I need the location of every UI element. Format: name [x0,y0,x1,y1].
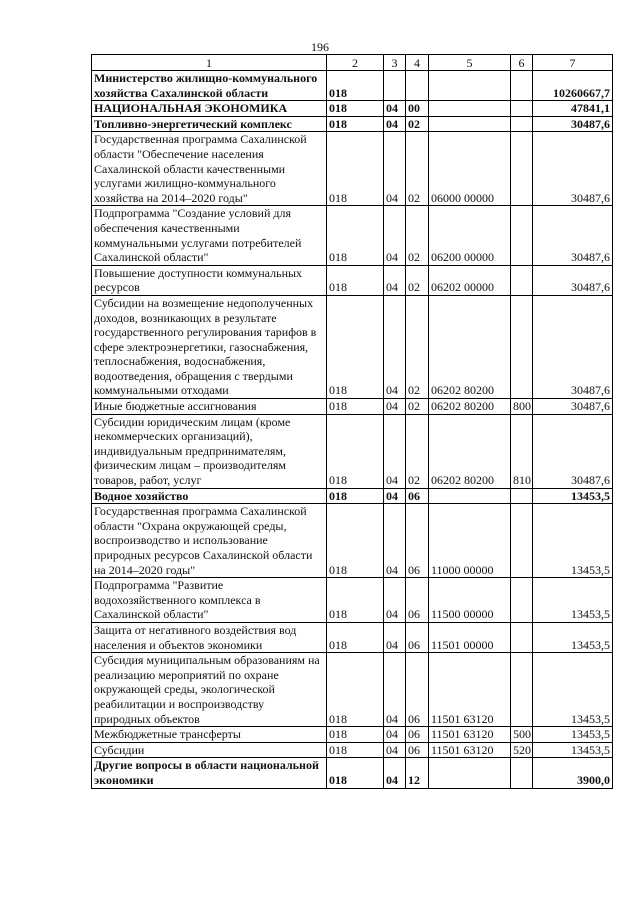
razdel-cell: 04 [384,488,406,504]
expense-type-cell [511,132,533,206]
podrazdel-cell: 02 [406,132,429,206]
expense-type-cell [511,504,533,578]
table-row [92,206,613,265]
amount-cell: 13453,5 [533,727,613,743]
expense-type-cell: 520 [511,742,533,758]
amount-cell: 13453,5 [533,742,613,758]
razdel-cell: 04 [384,265,406,295]
target-article-cell: 11501 63120 [429,653,511,727]
expense-type-cell [511,622,533,652]
amount-cell: 13453,5 [533,622,613,652]
row-name-cell: Государственная программа Сахалинской области "Охрана окружающей среды, воспроизводство и использование природных ресурсов Сахалинской области на 2014–2020 годы" [92,504,327,578]
expense-type-cell: 800 [511,399,533,415]
vedomstvo-cell: 018 [327,116,384,132]
target-article-cell [429,488,511,504]
target-article-cell: 11501 63120 [429,727,511,743]
table-row [92,758,613,788]
row-name-cell: Субсидия муниципальным образованиям на реализацию мероприятий по охране окружающей среды, экологической реабилитации и воспроизводству природных объектов [92,653,327,727]
vedomstvo-cell: 018 [327,504,384,578]
table-row [92,414,613,488]
expense-type-cell [511,653,533,727]
razdel-cell: 04 [384,206,406,265]
target-article-cell: 06202 00000 [429,265,511,295]
target-article-cell: 06202 80200 [429,399,511,415]
row-name-cell: Подпрограмма "Развитие водохозяйственного комплекса в Сахалинской области" [92,578,327,623]
podrazdel-cell: 00 [406,101,429,117]
amount-cell: 30487,6 [533,265,613,295]
vedomstvo-cell: 018 [327,742,384,758]
vedomstvo-cell: 018 [327,488,384,504]
row-name-cell: Водное хозяйство [92,488,327,504]
razdel-cell: 04 [384,727,406,743]
budget-table [91,54,613,789]
vedomstvo-cell: 018 [327,653,384,727]
row-name-cell: Иные бюджетные ассигнования [92,399,327,415]
razdel-cell: 04 [384,504,406,578]
podrazdel-cell: 02 [406,295,429,398]
target-article-cell: 11000 00000 [429,504,511,578]
expense-type-cell [511,578,533,623]
amount-cell: 30487,6 [533,399,613,415]
vedomstvo-cell: 018 [327,132,384,206]
razdel-cell: 04 [384,653,406,727]
row-name-cell: Субсидии юридическим лицам (кроме некоммерческих организаций), индивидуальным предпринимателям, физическим лицам – производителям товаров, работ, услуг [92,414,327,488]
podrazdel-cell: 06 [406,742,429,758]
podrazdel-cell: 06 [406,622,429,652]
podrazdel-cell: 06 [406,578,429,623]
vedomstvo-cell: 018 [327,414,384,488]
expense-type-cell: 500 [511,727,533,743]
amount-cell: 13453,5 [533,488,613,504]
razdel-cell [384,71,406,101]
header-cell: 1 [92,55,327,71]
podrazdel-cell: 06 [406,488,429,504]
header-row [92,55,613,71]
expense-type-cell [511,488,533,504]
target-article-cell: 11500 00000 [429,578,511,623]
podrazdel-cell: 02 [406,399,429,415]
table-row [92,265,613,295]
vedomstvo-cell: 018 [327,295,384,398]
expense-type-cell [511,295,533,398]
expense-type-cell [511,206,533,265]
target-article-cell: 06202 80200 [429,414,511,488]
podrazdel-cell: 02 [406,414,429,488]
row-name-cell: Межбюджетные трансферты [92,727,327,743]
amount-cell: 47841,1 [533,101,613,117]
row-name-cell: Субсидии [92,742,327,758]
table-row [92,132,613,206]
table-row [92,101,613,117]
table-row [92,727,613,743]
table-row [92,116,613,132]
amount-cell: 13453,5 [533,504,613,578]
amount-cell: 30487,6 [533,116,613,132]
table-row [92,295,613,398]
podrazdel-cell: 12 [406,758,429,788]
vedomstvo-cell: 018 [327,71,384,101]
target-article-cell: 06200 00000 [429,206,511,265]
vedomstvo-cell: 018 [327,206,384,265]
target-article-cell [429,116,511,132]
razdel-cell: 04 [384,758,406,788]
expense-type-cell [511,758,533,788]
amount-cell: 13453,5 [533,653,613,727]
table-row [92,504,613,578]
vedomstvo-cell: 018 [327,727,384,743]
header-cell: 7 [533,55,613,71]
podrazdel-cell: 06 [406,653,429,727]
razdel-cell: 04 [384,101,406,117]
razdel-cell: 04 [384,116,406,132]
table-row [92,622,613,652]
podrazdel-cell: 06 [406,727,429,743]
razdel-cell: 04 [384,578,406,623]
header-cell: 5 [429,55,511,71]
expense-type-cell: 810 [511,414,533,488]
row-name-cell: Топливно-энергетический комплекс [92,116,327,132]
row-name-cell: Подпрограмма "Создание условий для обеспечения качественными коммунальными услугами потребителей Сахалинской области" [92,206,327,265]
vedomstvo-cell: 018 [327,622,384,652]
header-cell: 6 [511,55,533,71]
row-name-cell: Другие вопросы в области национальной экономики [92,758,327,788]
amount-cell: 30487,6 [533,206,613,265]
podrazdel-cell: 02 [406,206,429,265]
row-name-cell: НАЦИОНАЛЬНАЯ ЭКОНОМИКА [92,101,327,117]
amount-cell: 30487,6 [533,132,613,206]
razdel-cell: 04 [384,742,406,758]
amount-cell: 10260667,7 [533,71,613,101]
table-row [92,742,613,758]
target-article-cell: 11501 00000 [429,622,511,652]
podrazdel-cell: 02 [406,265,429,295]
amount-cell: 13453,5 [533,578,613,623]
row-name-cell: Повышение доступности коммунальных ресурсов [92,265,327,295]
expense-type-cell [511,101,533,117]
razdel-cell: 04 [384,132,406,206]
row-name-cell: Защита от негативного воздействия вод населения и объектов экономики [92,622,327,652]
page-number: 196 [311,40,329,54]
podrazdel-cell [406,71,429,101]
row-name-cell: Государственная программа Сахалинской области "Обеспечение населения Сахалинской области качественными услугами жилищно-коммунального хозяйства на 2014–2020 годы" [92,132,327,206]
target-article-cell [429,758,511,788]
vedomstvo-cell: 018 [327,101,384,117]
row-name-cell: Субсидии на возмещение недополученных доходов, возникающих в результате государственного регулирования тарифов в сфере электроэнергетики, газоснабжения, теплоснабжения, водоснабжения, водоотведения, обращения с твердыми коммунальными отходами [92,295,327,398]
row-name-cell: Министерство жилищно-коммунального хозяйства Сахалинской области [92,71,327,101]
razdel-cell: 04 [384,622,406,652]
vedomstvo-cell: 018 [327,399,384,415]
expense-type-cell [511,265,533,295]
table-row [92,488,613,504]
expense-type-cell [511,116,533,132]
vedomstvo-cell: 018 [327,578,384,623]
podrazdel-cell: 06 [406,504,429,578]
vedomstvo-cell: 018 [327,758,384,788]
amount-cell: 30487,6 [533,295,613,398]
vedomstvo-cell: 018 [327,265,384,295]
razdel-cell: 04 [384,399,406,415]
header-cell: 3 [384,55,406,71]
target-article-cell: 06202 80200 [429,295,511,398]
podrazdel-cell: 02 [406,116,429,132]
amount-cell: 30487,6 [533,414,613,488]
target-article-cell [429,101,511,117]
table-row [92,578,613,623]
amount-cell: 3900,0 [533,758,613,788]
header-cell: 2 [327,55,384,71]
target-article-cell [429,71,511,101]
table-row [92,71,613,101]
table-row [92,653,613,727]
target-article-cell: 06000 00000 [429,132,511,206]
razdel-cell: 04 [384,295,406,398]
target-article-cell: 11501 63120 [429,742,511,758]
expense-type-cell [511,71,533,101]
header-cell: 4 [406,55,429,71]
table-row [92,399,613,415]
razdel-cell: 04 [384,414,406,488]
